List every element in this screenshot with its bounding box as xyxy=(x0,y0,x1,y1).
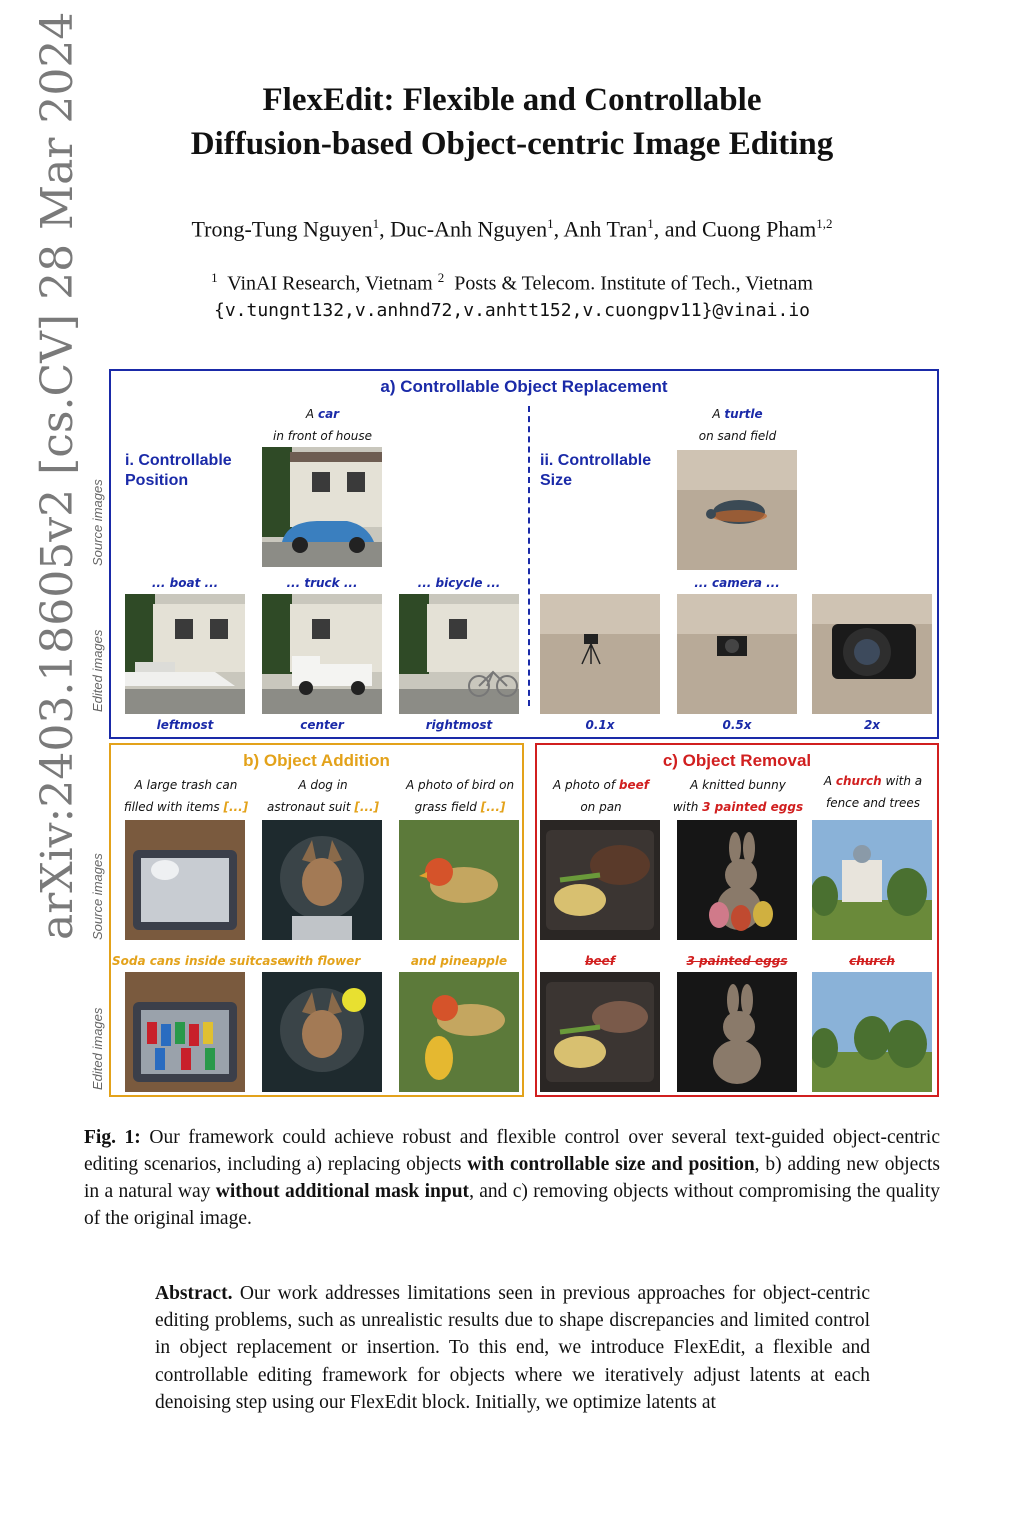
prompt-turtle: A turtle on sand field xyxy=(698,407,777,443)
image-dog-flower xyxy=(262,972,382,1092)
image-field-no-church xyxy=(812,972,932,1092)
caption-label: Fig. 1: xyxy=(84,1127,141,1148)
edit-camera-caption: ... camera ... xyxy=(694,576,780,590)
author-name: Trong-Tung Nguyen xyxy=(191,216,373,242)
image-church xyxy=(812,820,932,940)
prompt-bunny: A knitted bunny with 3 painted eggs xyxy=(672,778,804,814)
figure-caption: Fig. 1: Our framework could achieve robust and flexible control over several text-guided object-centric editing scenarios, including a) replacing objects with controllable size and position, b) adding new objects in a natural way without additional mask input, and c) removing objects without compromising the quality of the original image. xyxy=(84,1127,941,1229)
author-affil-sup: 1,2 xyxy=(816,216,833,231)
edit-bicycle-caption: ... bicycle ... xyxy=(417,576,501,590)
size-05x: 0.5x xyxy=(722,718,752,732)
image-house-car xyxy=(262,447,382,567)
sub-label-size: ii. Controllable Size xyxy=(540,452,652,489)
arxiv-watermark: arXiv:2403.18605v2 [cs.CV] 28 Mar 2024 xyxy=(32,11,83,940)
author-list: Trong-Tung Nguyen$^1$, Duc-Anh Nguyen$^1$, Anh Tran$^1$, and Cuong Pham$^{1,2}$ xyxy=(191,216,833,242)
image-turtle xyxy=(677,450,797,570)
image-suitcase-soda xyxy=(125,972,245,1092)
prompt-church: A church with a fence and trees xyxy=(823,774,923,810)
affiliation-1: VinAI Research, Vietnam xyxy=(227,272,433,295)
prompt-car: A car in front of house xyxy=(273,407,372,443)
add-pineapple-caption: and pineapple xyxy=(410,954,508,968)
author-emails: {v.tungnt132,v.anhnd72,v.anhtt152,v.cuongpv11}@vinai.io xyxy=(213,300,811,321)
image-pan-no-beef xyxy=(540,972,660,1092)
image-bird-pineapple xyxy=(399,972,519,1092)
image-camera-medium xyxy=(677,594,797,714)
image-camera-large xyxy=(812,594,932,714)
image-bunny-eggs xyxy=(677,820,797,940)
source-images-label: Source images xyxy=(90,853,105,940)
add-soda-caption: Soda cans inside suitcase xyxy=(112,954,286,968)
author-affil-sup: 1 xyxy=(647,216,654,231)
remove-beef-caption: beef xyxy=(584,954,616,968)
prompt-bird: A photo of bird on grass field [...] xyxy=(405,778,515,814)
title-line-1: FlexEdit: Flexible and Controllable xyxy=(262,82,762,118)
remove-eggs-caption: 3 painted eggs xyxy=(686,954,788,968)
image-boat xyxy=(125,594,245,714)
abstract-label: Abstract. xyxy=(155,1283,233,1304)
edit-boat-caption: ... boat ... xyxy=(151,576,219,590)
sub-label-position: i. Controllable Position xyxy=(125,452,232,489)
image-suitcase xyxy=(125,820,245,940)
prompt-beef: A photo of beef on pan xyxy=(553,778,649,814)
edited-images-label: Edited images xyxy=(90,1007,105,1090)
pos-leftmost: leftmost xyxy=(156,718,214,732)
affil-sup: 1 xyxy=(211,270,218,285)
size-2x: 2x xyxy=(863,718,881,732)
add-flower-caption: with flower xyxy=(283,954,361,968)
remove-church-caption: church xyxy=(849,954,895,968)
author-conjunction: and xyxy=(664,216,697,242)
image-bird xyxy=(399,820,519,940)
edit-truck-caption: ... truck ... xyxy=(286,576,358,590)
affiliation-2: Posts & Telecom. Institute of Tech., Vietnam xyxy=(454,272,813,295)
image-truck xyxy=(262,594,382,714)
title-line-2: Diffusion-based Object-centric Image Editing xyxy=(190,126,834,162)
prompt-trash-can: A large trash can filled with items [...] xyxy=(123,778,249,814)
author-name: Cuong Pham xyxy=(701,216,817,242)
affil-sup: 2 xyxy=(437,270,445,285)
image-camera-small xyxy=(540,594,660,714)
panel-c-title: c) Object Removal xyxy=(662,751,812,770)
pos-center: center xyxy=(300,718,344,732)
author-affil-sup: 1 xyxy=(547,216,554,231)
author-name: Duc-Anh Nguyen xyxy=(390,216,548,242)
affiliations xyxy=(0,270,1024,296)
prompt-dog: A dog in astronaut suit [...] xyxy=(266,778,380,814)
image-dog-astronaut xyxy=(262,820,382,940)
panel-b-title: b) Object Addition xyxy=(243,751,390,770)
author-affil-sup: 1 xyxy=(372,216,380,231)
panel-divider xyxy=(528,406,530,706)
pos-rightmost: rightmost xyxy=(425,718,493,732)
abstract xyxy=(155,1280,870,1416)
source-images-label: Source images xyxy=(90,479,105,566)
image-bunny-no-eggs xyxy=(677,972,797,1092)
author-name: Anh Tran xyxy=(563,216,648,242)
paper-title xyxy=(0,78,1024,166)
edited-images-label: Edited images xyxy=(90,629,105,712)
image-bicycle xyxy=(399,594,519,714)
image-beef-pan xyxy=(540,820,660,940)
panel-a-title: a) Controllable Object Replacement xyxy=(380,377,668,396)
abstract-text: Our work addresses limitations seen in previous approaches for object-centric editing problems, such as unrealistic results due to shape discrepancies and limited control in object replacement or insertion. To this end, we introduce FlexEdit, a flexible and controllable editing framework for objects where we iteratively adjust latents at each denoising step using our FlexEdit block. Initially, we optimize latents at xyxy=(155,1283,870,1413)
size-01x: 0.1x xyxy=(585,718,615,732)
